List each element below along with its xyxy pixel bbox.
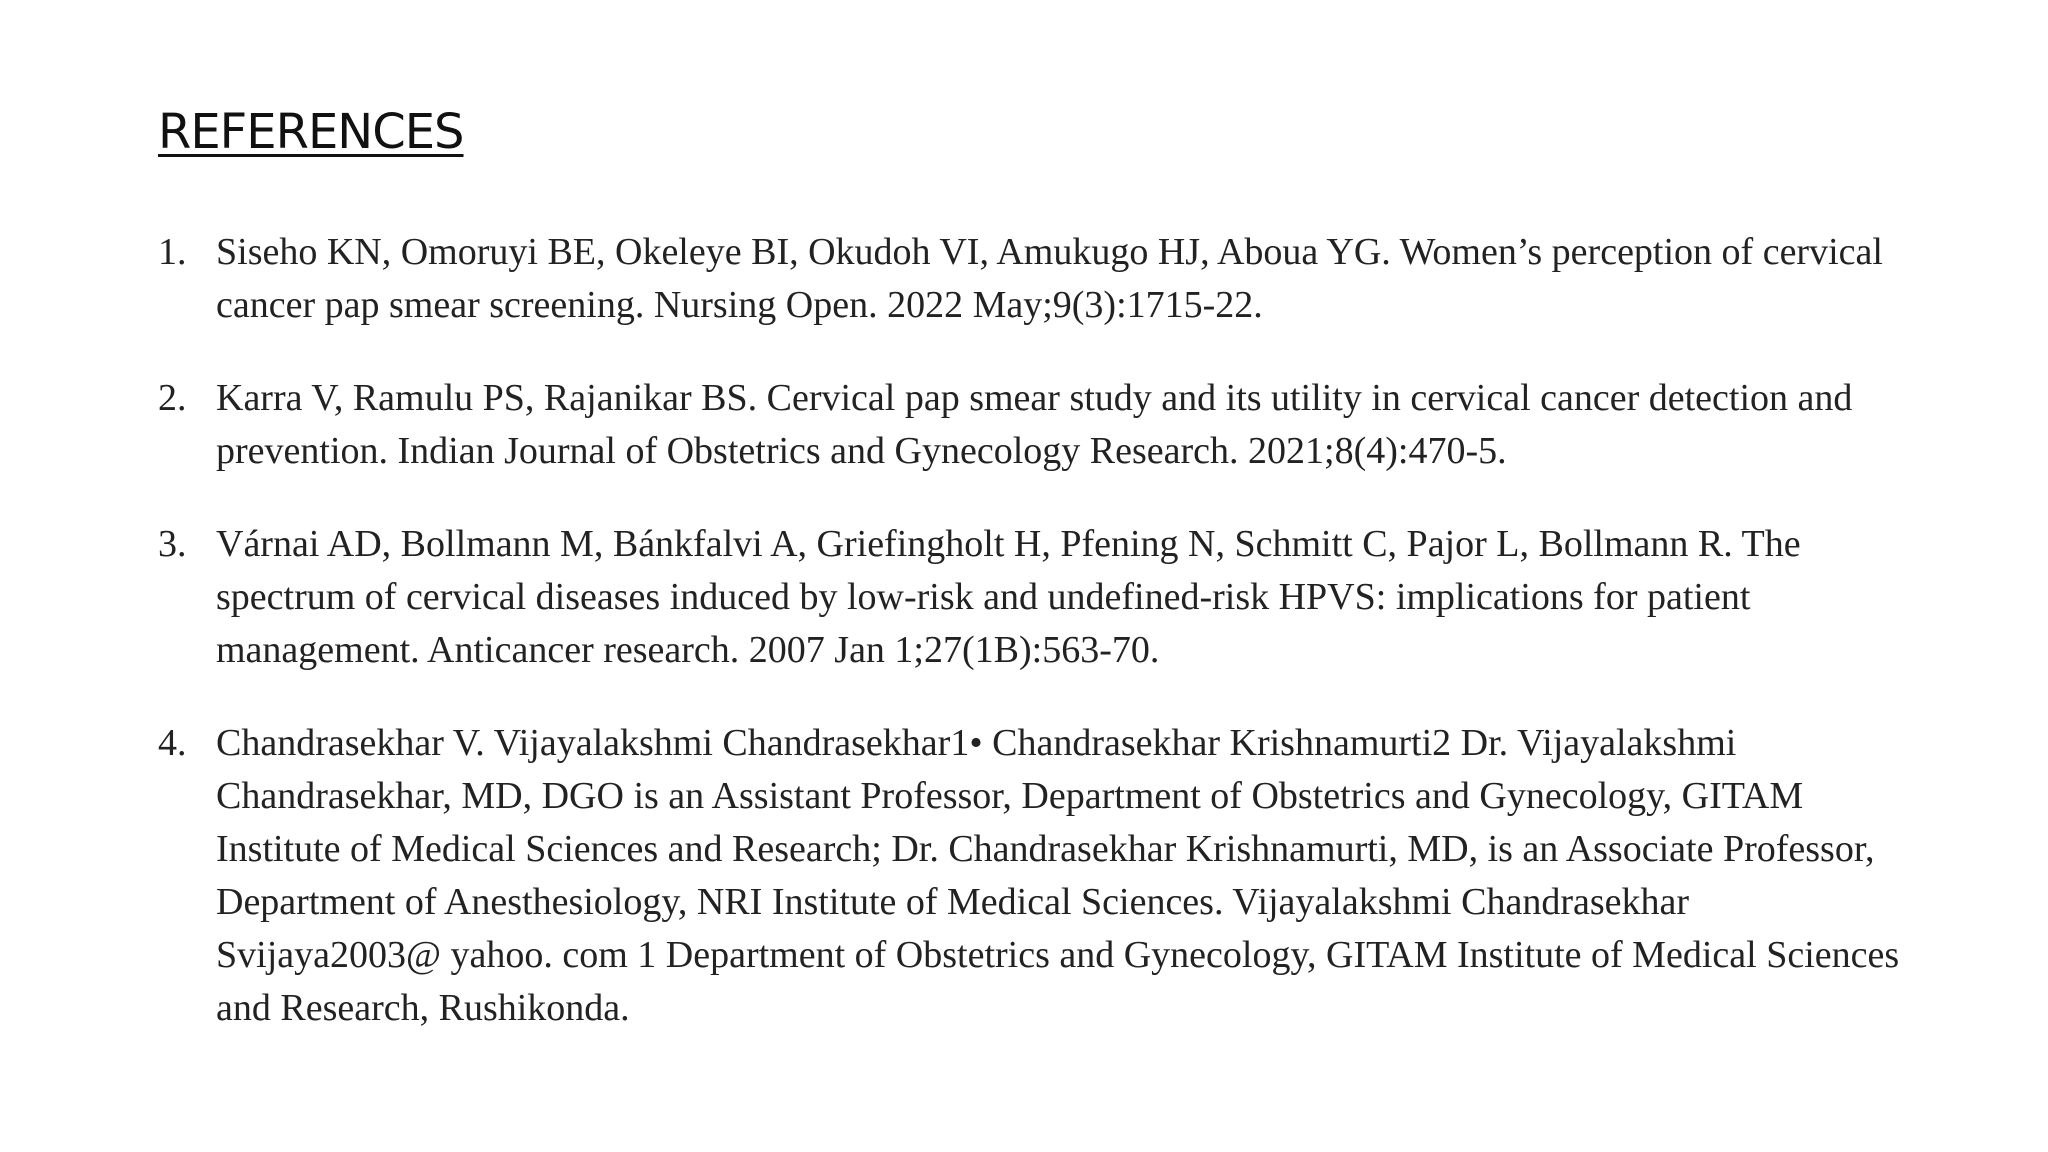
reference-number: 2.: [158, 377, 187, 419]
reference-item: [158, 372, 1918, 478]
reference-item: [158, 226, 1918, 332]
reference-list: [158, 226, 1918, 1075]
reference-number: 3.: [158, 523, 187, 565]
reference-number: 4.: [158, 722, 187, 764]
slide-title: REFERENCES: [158, 104, 464, 160]
reference-item: [158, 518, 1918, 677]
reference-text: Chandrasekhar V. Vijayalakshmi Chandrasekhar1• Chandrasekhar Krishnamurti2 Dr. Vijayalakshmi Chandrasekhar, MD, DGO is an Assistant Professor, Department of Obstetrics and Gynecology, GITAM Institute of Medical Sciences and Research; Dr. Chandrasekhar Krishnamurti, MD, is an Associate Professor, Department of Anesthesiology, NRI Institute of Medical Sciences. Vijayalakshmi Chandrasekhar Svijaya2003@ yahoo. com 1 Department of Obstetrics and Gynecology, GITAM Institute of Medical Sciences and Research, Rushikonda.: [216, 722, 1900, 1029]
reference-text: Siseho KN, Omoruyi BE, Okeleye BI, Okudoh VI, Amukugo HJ, Aboua YG. Women’s perception of cervical cancer pap smear screening. Nursing Open. 2022 May;9(3):1715-22.: [216, 231, 1883, 326]
reference-text: Várnai AD, Bollmann M, Bánkfalvi A, Griefingholt H, Pfening N, Schmitt C, Pajor L, Bollmann R. The spectrum of cervical diseases induced by low-risk and undefined-risk HPVS: implications for patient management. Anticancer research. 2007 Jan 1;27(1B):563-70.: [216, 523, 1801, 671]
reference-item: [158, 717, 1918, 1035]
reference-number: 1.: [158, 231, 187, 273]
reference-text: Karra V, Ramulu PS, Rajanikar BS. Cervical pap smear study and its utility in cervical cancer detection and prevention. Indian Journal of Obstetrics and Gynecology Research. 2021;8(4):470-5.: [216, 377, 1853, 472]
